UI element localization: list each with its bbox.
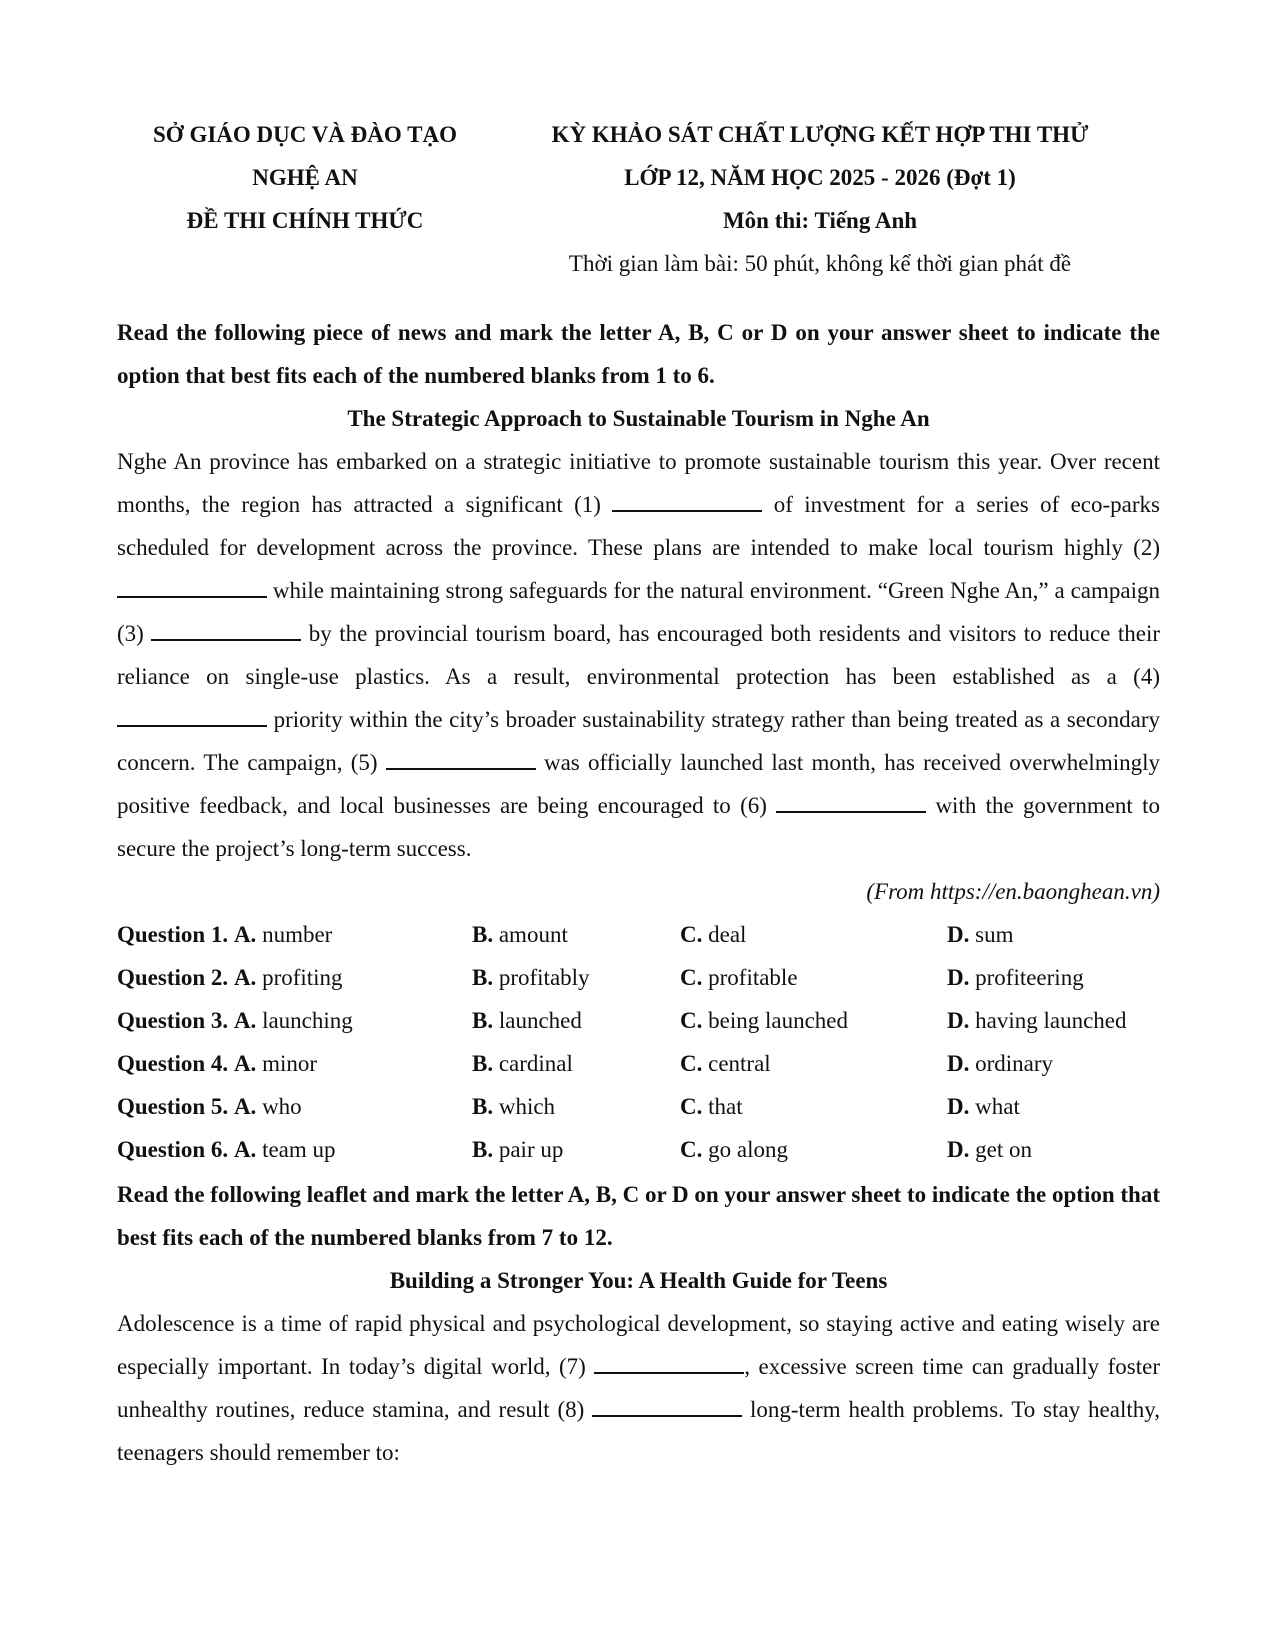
passage-text: was officially launched last month, has received overwhelmingly positive feedback, and local businesses are being encouraged to (6)	[117, 750, 1160, 818]
option-c[interactable]	[680, 956, 798, 999]
section-leaflet	[117, 1173, 1160, 1474]
official-exam-label: ĐỀ THI CHÍNH THỨC	[186, 208, 424, 233]
section2-instruction: Read the following leaflet and mark the letter A, B, C or D on your answer sheet to indicate the option that best fits each of the numbered blanks from 7 to 12.	[117, 1182, 1160, 1250]
option-b[interactable]	[472, 1128, 563, 1171]
blank-1[interactable]	[612, 490, 762, 512]
exam-title: KỲ KHẢO SÁT CHẤT LƯỢNG KẾT HỢP THI THỬ	[551, 122, 1089, 147]
province-name: NGHỆ AN	[252, 165, 358, 190]
option-text: number	[262, 922, 333, 947]
option-text: what	[975, 1094, 1020, 1119]
blank-5[interactable]	[386, 748, 536, 770]
option-text: who	[262, 1094, 302, 1119]
option-a[interactable]	[117, 999, 353, 1042]
option-text: launching	[262, 1008, 353, 1033]
option-a[interactable]	[117, 1085, 302, 1128]
option-text: launched	[498, 1008, 582, 1033]
passage-text: while maintaining strong safeguards for the natural environment. “Green Nghe An,” a campaign (3)	[117, 578, 1160, 646]
option-text: get on	[975, 1137, 1032, 1162]
section1-instruction: Read the following piece of news and mark the letter A, B, C or D on your answer sheet to indicate the option that best fits each of the numbered blanks from 1 to 6.	[117, 320, 1160, 388]
option-text: minor	[262, 1051, 318, 1076]
section2-passage	[117, 1302, 1160, 1474]
blank-2[interactable]	[117, 576, 267, 598]
option-letter: D.	[947, 1051, 970, 1076]
passage-text: long-term health problems. To stay healthy, teenagers should remember to:	[117, 1397, 1160, 1465]
option-text: deal	[708, 922, 747, 947]
blank-8[interactable]	[592, 1395, 742, 1417]
option-a[interactable]	[117, 913, 332, 956]
option-text: ordinary	[975, 1051, 1054, 1076]
option-letter: D.	[947, 922, 970, 947]
option-text: cardinal	[498, 1051, 573, 1076]
section-news	[117, 311, 1160, 1171]
option-letter: A.	[233, 1051, 257, 1076]
exam-subject: Môn thi: Tiếng Anh	[722, 208, 918, 233]
option-b[interactable]	[472, 956, 590, 999]
exam-grade-year: LỚP 12, NĂM HỌC 2025 - 2026 (Đợt 1)	[624, 165, 1016, 190]
question-list	[117, 913, 1160, 1171]
option-b[interactable]	[472, 999, 582, 1042]
question-row	[117, 1085, 1160, 1128]
option-c[interactable]	[680, 913, 746, 956]
option-text: profitable	[708, 965, 798, 990]
option-c[interactable]	[680, 999, 848, 1042]
option-text: that	[708, 1094, 743, 1119]
option-d[interactable]	[947, 1085, 1020, 1128]
option-letter: C.	[680, 1051, 703, 1076]
option-a[interactable]	[117, 1042, 317, 1085]
option-text: having launched	[975, 1008, 1127, 1033]
exam-time: Thời gian làm bài: 50 phút, không kể thời gian phát đề	[568, 251, 1072, 276]
option-d[interactable]	[947, 1042, 1053, 1085]
option-letter: C.	[680, 922, 703, 947]
option-text: which	[498, 1094, 556, 1119]
blank-4[interactable]	[117, 705, 267, 727]
option-text: being launched	[708, 1008, 848, 1033]
option-b[interactable]	[472, 1042, 573, 1085]
option-letter: B.	[472, 1051, 494, 1076]
option-d[interactable]	[947, 913, 1013, 956]
blank-6[interactable]	[776, 791, 926, 813]
option-text: central	[708, 1051, 771, 1076]
passage-text: Adolescence is a time of rapid physical and psychological development, so staying active and eating wisely are especially important. In today’s digital world, (7)	[117, 1311, 1160, 1379]
option-letter: D.	[947, 1008, 970, 1033]
question-row	[117, 956, 1160, 999]
question-row	[117, 1042, 1160, 1085]
question-label: Question 4.	[117, 1051, 229, 1076]
option-letter: D.	[947, 965, 970, 990]
option-a[interactable]	[117, 956, 343, 999]
passage-text: of investment for a series of eco-parks scheduled for development across the province. These plans are intended to make local tourism highly (2)	[117, 492, 1160, 560]
section1-title: The Strategic Approach to Sustainable Tourism in Nghe An	[347, 406, 930, 431]
passage-text: , excessive screen time can gradually foster unhealthy routines, reduce stamina, and result (8)	[117, 1354, 1160, 1422]
option-letter: A.	[233, 1137, 257, 1162]
passage-text: Nghe An province has embarked on a strategic initiative to promote sustainable tourism this year. Over recent months, the region has attracted a significant (1)	[117, 449, 1160, 517]
option-letter: B.	[472, 965, 494, 990]
option-text: amount	[498, 922, 568, 947]
option-letter: A.	[233, 1008, 257, 1033]
department-name: SỞ GIÁO DỤC VÀ ĐÀO TẠO	[153, 122, 457, 147]
option-c[interactable]	[680, 1128, 788, 1171]
option-letter: B.	[472, 1137, 494, 1162]
question-label: Question 1.	[117, 922, 229, 947]
option-text: pair up	[498, 1137, 564, 1162]
question-label: Question 5.	[117, 1094, 229, 1119]
option-letter: C.	[680, 965, 703, 990]
option-d[interactable]	[947, 1128, 1032, 1171]
passage-text: by the provincial tourism board, has encouraged both residents and visitors to reduce their reliance on single-use plastics. As a result, environmental protection has been established as a (4)	[117, 621, 1160, 689]
option-b[interactable]	[472, 1085, 555, 1128]
option-letter: D.	[947, 1137, 970, 1162]
option-text: team up	[262, 1137, 336, 1162]
option-letter: A.	[233, 965, 257, 990]
option-c[interactable]	[680, 1042, 771, 1085]
question-row	[117, 999, 1160, 1042]
passage-text: with the government to secure the project’s long-term success.	[117, 793, 1160, 861]
option-letter: A.	[233, 1094, 257, 1119]
option-d[interactable]	[947, 999, 1127, 1042]
question-label: Question 2.	[117, 965, 229, 990]
question-label: Question 6.	[117, 1137, 229, 1162]
passage-text: priority within the city’s broader sustainability strategy rather than being treated as a secondary concern. The campaign, (5)	[117, 707, 1160, 775]
blank-3[interactable]	[151, 619, 301, 641]
option-letter: A.	[233, 922, 257, 947]
question-row	[117, 1128, 1160, 1171]
option-text: sum	[975, 922, 1014, 947]
option-text: profiteering	[975, 965, 1084, 990]
option-text: profitably	[498, 965, 590, 990]
section2-title: Building a Stronger You: A Health Guide for Teens	[389, 1268, 888, 1293]
header-left	[135, 113, 475, 242]
option-text: profiting	[262, 965, 343, 990]
option-letter: C.	[680, 1094, 703, 1119]
option-d[interactable]	[947, 956, 1084, 999]
option-c[interactable]	[680, 1085, 743, 1128]
option-text: go along	[708, 1137, 788, 1162]
news-source: (From https://en.baonghean.vn)	[866, 879, 1160, 904]
question-label: Question 3.	[117, 1008, 229, 1033]
question-row	[117, 913, 1160, 956]
option-letter: B.	[472, 1008, 494, 1033]
option-b[interactable]	[472, 913, 568, 956]
option-letter: B.	[472, 922, 494, 947]
section1-passage	[117, 440, 1160, 870]
header-right	[520, 113, 1120, 285]
option-letter: C.	[680, 1008, 703, 1033]
option-a[interactable]	[117, 1128, 336, 1171]
blank-7[interactable]	[594, 1352, 744, 1374]
option-letter: C.	[680, 1137, 703, 1162]
option-letter: D.	[947, 1094, 970, 1119]
option-letter: B.	[472, 1094, 494, 1119]
